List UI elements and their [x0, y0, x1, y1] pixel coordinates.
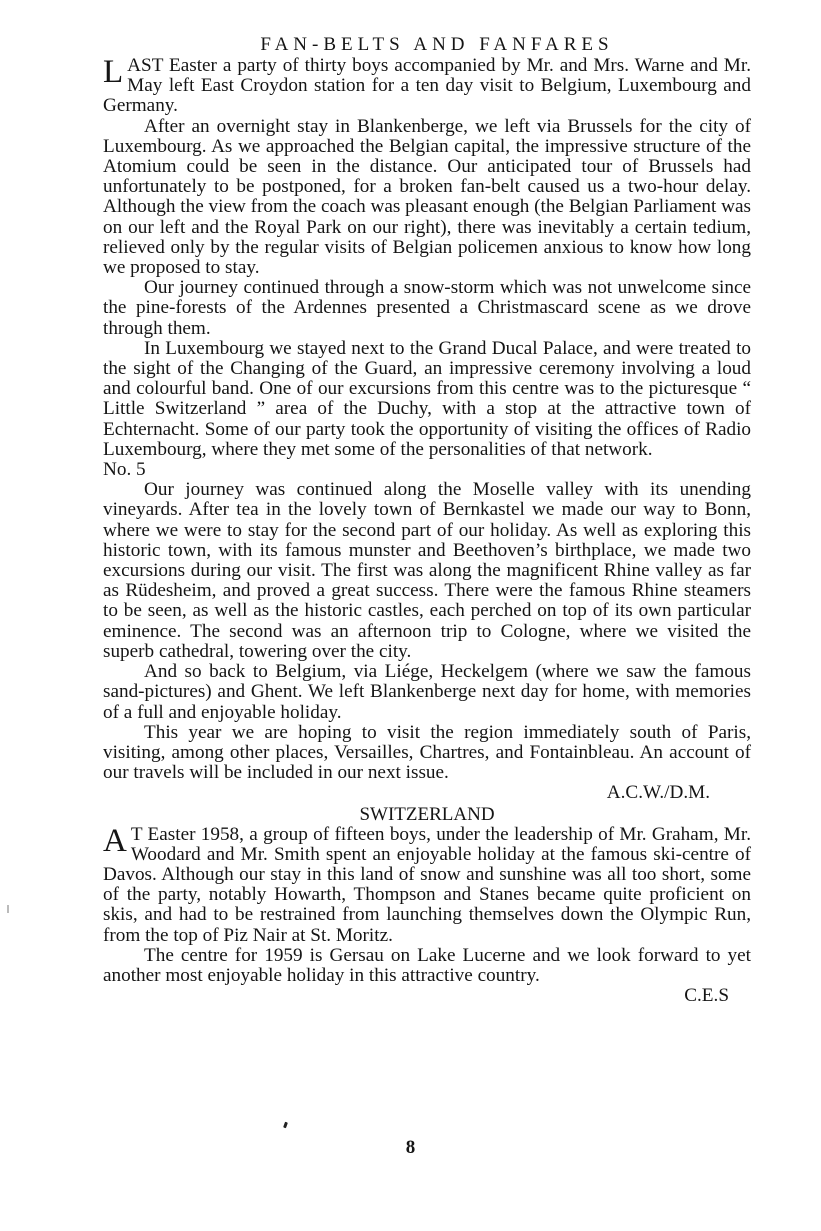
article2-paragraph-1 — [103, 822, 751, 946]
article2-signature: C.E.S — [684, 985, 729, 1007]
article2-paragraph-1-text: T Easter 1958, a group of fifteen boys, under the leadership of Mr. Graham, Mr. Woodard and Mr. Smith spent an enjoyable holiday at the famous ski-centre of Davos. Although our stay in this land of snow and sunshine was all too short, some of the party, notably Howarth, Thompson and Stanes became quite proficient on skis, and had to be restrained from launching themselves down the Olympic Run, from the top of Piz Nair at St. Moritz. — [103, 823, 751, 946]
page-body — [103, 34, 751, 1006]
article1-paragraph-5: Our journey was continued along the Moselle valley with its unending vineyards. After tea in the lovely town of Bernkastel we made our way to Bonn, where we were to stay for the second part of our holiday. As well as exploring this historic town, with its famous munster and Beethoven’s birthplace, we made two excursions during our visit. The first was along the magnificent Rhine valley as far as Rüdesheim, and proved a great success. There were the famous Rhine steamers to be seen, as well as the historic castles, each perched on top of its own particular eminence. The second was an afternoon trip to Cologne, where we visited the superb cathedral, towering over the city. — [103, 479, 751, 662]
article1-paragraph-4: In Luxembourg we stayed next to the Grand Ducal Palace, and were treated to the sight of the Changing of the Guard, an impressive ceremony involving a loud and colourful band. One of our excursions from this centre was to the picturesque “ Little Switzerland ” area of the Duchy, with a stop at the attractive town of Echternacht. Some of our party took the opportunity of visiting the offices of Radio Luxembourg, where they met some of the personalities of that network. — [103, 337, 751, 460]
article1-paragraph-1 — [103, 56, 751, 117]
print-speck — [283, 1122, 288, 1129]
page-number: 8 — [405, 1137, 416, 1158]
article-title-switzerland: SWITZERLAND — [359, 803, 495, 825]
drop-cap-l: L — [103, 54, 124, 90]
article1-signature: A.C.W./D.M. — [606, 782, 710, 804]
article2-paragraph-2: The centre for 1959 is Gersau on Lake Lucerne and we look forward to yet another most enjoyable holiday in this attractive country. — [103, 944, 751, 986]
drop-cap-a: A — [103, 822, 127, 859]
article1-paragraph-1-text: AST Easter a party of thirty boys accompanied by Mr. and Mrs. Warne and Mr. May left East Croydon station for a ten day visit to Belgium, Luxembourg and Germany. — [103, 55, 751, 117]
article1-paragraph-7: This year we are hoping to visit the region immediately south of Paris, visiting, among other places, Versailles, Chartres, and Fontainbleau. An account of our travels will be included in our next issue. — [103, 721, 751, 784]
article-title-fan-belts: FAN-BELTS AND FANFARES — [260, 34, 614, 55]
article1-paragraph-6: And so back to Belgium, via Liége, Heckelgem (where we saw the famous sand-pictures) and Ghent. We left Blankenberge next day for home, with memories of a full and enjoyable holiday. — [103, 661, 751, 723]
issue-marker: No. 5 — [103, 459, 146, 481]
edge-mark — [7, 905, 9, 913]
article1-paragraph-2: After an overnight stay in Blankenberge, we left via Brussels for the city of Luxembourg. As we approached the Belgian capital, the impressive structure of the Atomium could be seen in the distance. Our anticipated tour of Brussels had unfortunately to be postponed, for a broken fan-belt caused us a two-hour delay. Although the view from the coach was pleasant enough (the Belgian Parliament was on our left and the Royal Park on our right), there was inevitably a certain tedium, relieved only by the regular visits of Belgian policemen anxious to know how long we proposed to stay. — [103, 115, 751, 279]
article1-paragraph-3: Our journey continued through a snow-storm which was not unwelcome since the pine-forests of the Ardennes presented a Christmascard scene as we drove through them. — [103, 277, 751, 339]
